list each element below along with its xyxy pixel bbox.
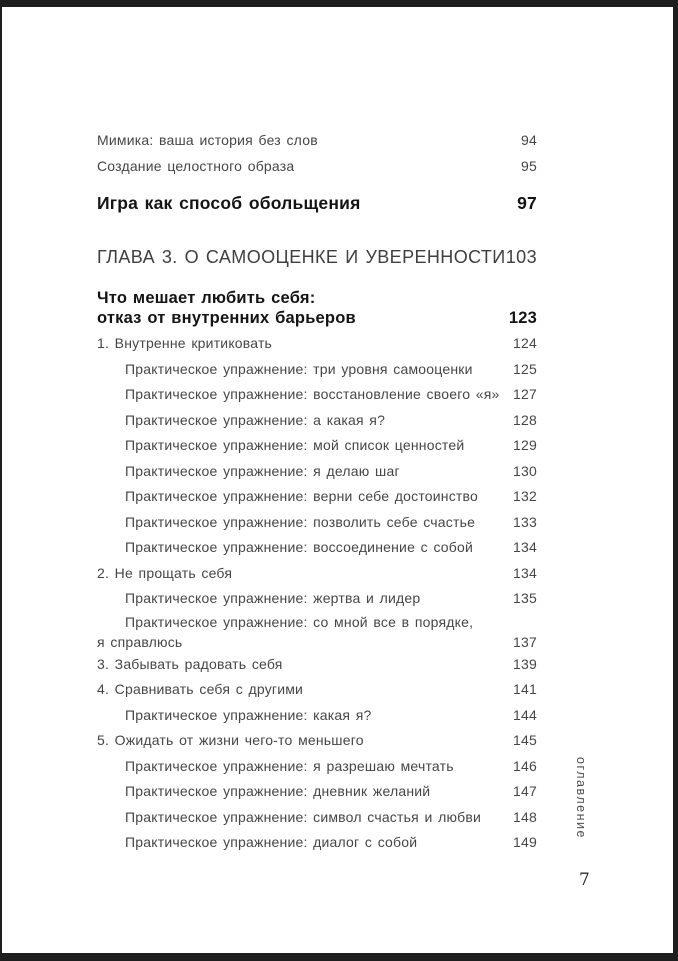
toc-entry	[97, 484, 537, 510]
toc-entry-title: Практическое упражнение: я делаю шаг	[125, 462, 400, 479]
toc-entry	[97, 652, 537, 678]
toc-entry	[97, 408, 537, 434]
toc-entry-title: Практическое упражнение: позволить себе счастье	[125, 513, 476, 530]
toc-entry-page: 94	[521, 132, 537, 148]
toc-list	[97, 128, 537, 856]
toc-entry	[97, 830, 537, 856]
toc-entry	[97, 754, 537, 780]
toc-entry-page: 147	[513, 783, 537, 799]
toc-entry-page: 137	[513, 633, 537, 650]
toc-entry-page: 130	[513, 462, 537, 479]
toc-entry-page: 103	[505, 247, 537, 267]
toc-entry	[97, 382, 537, 408]
toc-entry-title: Практическое упражнение: диалог с собой	[125, 834, 418, 850]
toc-entry-title: 3. Забывать радовать себя	[97, 655, 283, 672]
toc-entry-page: 134	[513, 539, 537, 555]
toc-entry-section	[97, 288, 537, 328]
toc-entry	[97, 728, 537, 754]
toc-entry-title: ГЛАВА 3. О САМООЦЕНКЕ И УВЕРЕННОСТИ	[97, 247, 506, 267]
toc-entry	[97, 677, 537, 703]
toc-entry	[97, 703, 537, 729]
toc-entry-page: 148	[513, 808, 537, 825]
toc-entry-title: Мимика: ваша история без слов	[97, 132, 318, 148]
toc-entry-page: 97	[517, 193, 537, 213]
toc-entry	[97, 805, 537, 831]
toc-entry-title: 5. Ожидать от жизни чего-то меньшего	[97, 732, 364, 748]
toc-entry	[97, 510, 537, 536]
toc-entry-title: Игра как способ обольщения	[97, 193, 361, 213]
toc-entry	[97, 561, 537, 587]
toc-entry-page: 139	[513, 655, 537, 672]
toc-entry-title: Практическое упражнение: символ счастья и любви	[125, 808, 482, 825]
toc-entry-page: 144	[513, 706, 537, 723]
toc-entry-title: Практическое упражнение: а какая я?	[125, 411, 386, 428]
toc-entry-section	[97, 190, 537, 216]
toc-entry	[97, 331, 537, 357]
toc-entry-chapter	[97, 244, 537, 270]
toc-entry-title: Практическое упражнение: мой список ценностей	[125, 437, 465, 453]
toc-entry-title: Практическое упражнение: какая я?	[125, 706, 372, 723]
toc-entry	[97, 357, 537, 383]
toc-entry-page: 146	[513, 757, 537, 774]
toc-entry	[97, 535, 537, 561]
page-number: 7	[579, 870, 590, 890]
toc-entry-page: 141	[513, 681, 537, 697]
toc-entry-title: Практическое упражнение: восстановление своего «я»	[125, 386, 500, 402]
toc-entry-title-line2: я справлюсь 137	[97, 633, 537, 650]
toc-entry-page: 127	[513, 386, 537, 402]
toc-entry-title-line2: отказ от внутренних барьеров 123	[97, 309, 537, 327]
toc-entry-title: 2. Не прощать себя	[97, 564, 233, 581]
toc-entry-page: 133	[513, 513, 537, 530]
section-sidebar-label: оглавление	[574, 757, 588, 839]
toc-entry-page: 95	[521, 157, 537, 174]
toc-entry-page: 149	[513, 834, 537, 850]
toc-entry	[97, 128, 537, 154]
toc-entry-page: 123	[508, 309, 537, 327]
toc-entry	[97, 459, 537, 485]
toc-entry-title: 1. Внутренне критиковать	[97, 335, 273, 351]
toc-entry-page: 124	[513, 335, 537, 351]
toc-entry	[97, 433, 537, 459]
toc-entry-title-line1: Что мешает любить себя:	[97, 289, 316, 307]
toc-entry-page: 145	[513, 732, 537, 748]
toc-entry	[97, 612, 537, 652]
toc-entry-title: Создание целостного образа	[97, 157, 295, 174]
toc-entry	[97, 779, 537, 805]
toc-entry	[97, 154, 537, 180]
toc-entry-title-line1: Практическое упражнение: со мной все в порядке,	[125, 613, 474, 630]
toc-entry-page: 128	[513, 411, 537, 428]
toc-entry-title: 4. Сравнивать себя с другими	[97, 681, 304, 697]
toc-entry-title: Практическое упражнение: жертва и лидер	[125, 590, 421, 606]
toc-entry-title: Практическое упражнение: три уровня самооценки	[125, 360, 473, 377]
toc-entry-page: 135	[513, 590, 537, 606]
toc-entry	[97, 586, 537, 612]
toc-entry-page: 129	[513, 437, 537, 453]
toc-entry-title: Практическое упражнение: воссоединение с собой	[125, 539, 474, 555]
toc-entry-page: 134	[513, 564, 537, 581]
toc-entry-page: 132	[513, 488, 537, 504]
toc-entry-title: Практическое упражнение: верни себе достоинство	[125, 488, 479, 504]
toc-entry-title: Практическое упражнение: я разрешаю мечтать	[125, 757, 454, 774]
toc-entry-title: Практическое упражнение: дневник желаний	[125, 783, 431, 799]
toc-entry-page: 125	[513, 360, 537, 377]
